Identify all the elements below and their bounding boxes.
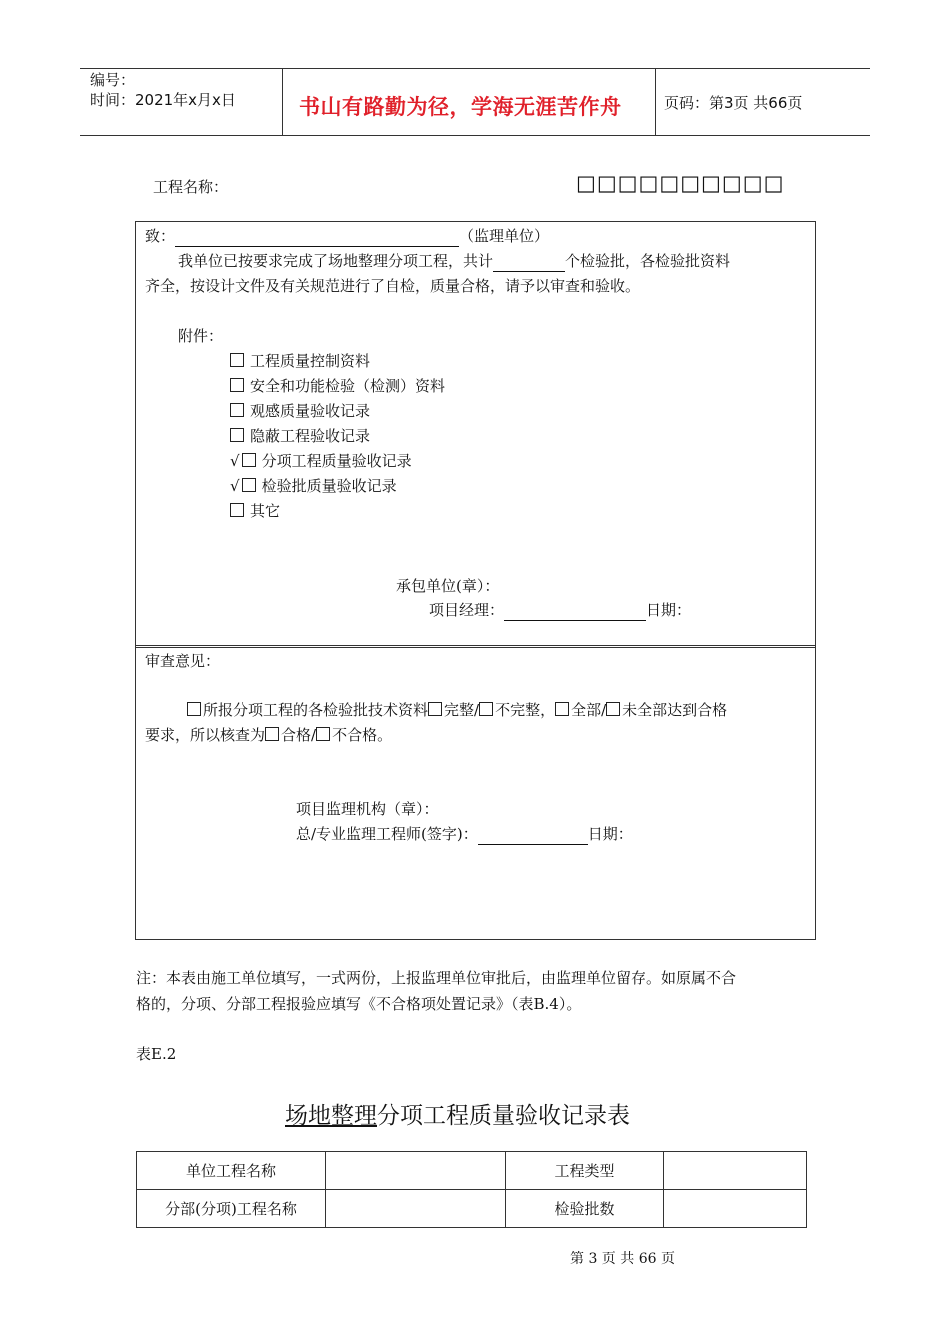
attachment-item[interactable]	[230, 400, 445, 425]
attachment-list	[230, 350, 445, 525]
record-title-project: 场地整理	[285, 1103, 377, 1129]
date-label: 时间：2021年x月x日	[90, 91, 236, 109]
table-reference: 表E.2	[136, 1045, 177, 1063]
checkbox[interactable]	[230, 503, 244, 517]
manager-line	[429, 599, 691, 621]
footer-page-number: 第 3 页 共 66 页	[570, 1251, 675, 1267]
note-line2: 格的，分项、分部工程报验应填写《不合格项处置记录》（表B.4）。	[136, 995, 582, 1013]
attachment-item[interactable]	[230, 500, 445, 525]
pass-checkbox[interactable]	[265, 727, 279, 741]
review-checkbox[interactable]	[187, 702, 201, 716]
complete-option: 完整/	[444, 701, 480, 719]
project-name-boxes: □□□□□□□□□□	[576, 171, 785, 195]
project-type-value[interactable]	[664, 1152, 807, 1190]
all-checkbox[interactable]	[555, 702, 569, 716]
review-line2	[145, 724, 392, 746]
attachment-item[interactable]	[230, 350, 445, 375]
attachment-label: 安全和功能检验（检测）资料	[250, 377, 446, 395]
note-line1: 注：本表由施工单位填写，一式两份，上报监理单位审批后，由监理单位留存。如原属不合	[136, 969, 737, 987]
application-to-line	[145, 225, 549, 247]
pass-option: 合格/	[281, 726, 317, 744]
engineer-signature-field[interactable]	[478, 828, 588, 845]
checkbox[interactable]	[230, 378, 244, 392]
engineer-label: 总/专业监理工程师(签字)：	[296, 825, 478, 843]
all-option: 全部/	[571, 701, 607, 719]
attachment-label: 其它	[250, 502, 281, 520]
subproject-name-label: 分部(分项)工程名称	[137, 1190, 326, 1228]
record-title	[285, 1097, 630, 1130]
batch-count-value[interactable]	[664, 1190, 807, 1228]
checkbox[interactable]	[242, 453, 256, 467]
attachment-label: 隐蔽工程验收记录	[250, 427, 371, 445]
attachment-item[interactable]	[230, 475, 445, 500]
application-body-line1	[178, 250, 730, 272]
subproject-name-value[interactable]	[326, 1190, 506, 1228]
incomplete-checkbox[interactable]	[479, 702, 493, 716]
review-line1	[187, 699, 727, 721]
review-box	[135, 645, 816, 940]
table-row	[137, 1152, 807, 1190]
checkbox[interactable]	[230, 353, 244, 367]
not-all-checkbox[interactable]	[606, 702, 620, 716]
project-type-label: 工程类型	[506, 1152, 664, 1190]
manager-date-label: 日期：	[646, 601, 692, 619]
attachment-item[interactable]	[230, 375, 445, 400]
review-text-2: 要求，所以核查为	[145, 726, 266, 744]
batch-count-label: 检验批数	[506, 1190, 664, 1228]
attachment-item[interactable]	[230, 450, 445, 475]
attachment-label: 观感质量验收记录	[250, 402, 371, 420]
unit-project-name-value[interactable]	[326, 1152, 506, 1190]
unit-project-name-label: 单位工程名称	[137, 1152, 326, 1190]
attachments-label: 附件：	[178, 327, 224, 345]
check-mark: √	[230, 452, 240, 470]
contractor-label: 承包单位(章）：	[396, 577, 500, 595]
body-text-a: 我单位已按要求完成了场地整理分项工程，共计	[178, 252, 494, 270]
serial-label: 编号：	[90, 71, 136, 89]
header-top-rule	[80, 68, 870, 69]
review-text: 所报分项工程的各检验批技术资料	[203, 701, 429, 719]
attachment-label: 检验批质量验收记录	[261, 477, 397, 495]
to-suffix: （监理单位）	[459, 227, 550, 245]
attachment-label: 分项工程质量验收记录	[261, 452, 412, 470]
header-divider-right	[655, 69, 656, 135]
page-info: 页码：第3页 共66页	[664, 94, 803, 112]
manager-label: 项目经理：	[429, 601, 505, 619]
attachment-item[interactable]	[230, 425, 445, 450]
manager-signature-field[interactable]	[504, 604, 646, 621]
body-text-b: 个检验批，各检验批资料	[565, 252, 731, 270]
complete-checkbox[interactable]	[428, 702, 442, 716]
motto: 书山有路勤为径，学海无涯苦作舟	[299, 95, 622, 119]
batch-count-field[interactable]	[493, 255, 565, 272]
header-divider-left	[282, 69, 283, 135]
record-title-rest: 分项工程质量验收记录表	[377, 1103, 630, 1129]
engineer-line	[296, 823, 633, 845]
engineer-date-label: 日期：	[587, 825, 633, 843]
table-row	[137, 1190, 807, 1228]
supervisor-unit-field[interactable]	[175, 230, 459, 247]
record-info-table	[136, 1151, 807, 1228]
project-name-label: 工程名称：	[153, 178, 229, 196]
header-bottom-rule	[80, 135, 870, 136]
incomplete-option: 不完整，	[495, 701, 556, 719]
checkbox[interactable]	[230, 428, 244, 442]
application-body-line2: 齐全，按设计文件及有关规范进行了自检，质量合格，请予以审查和验收。	[145, 277, 641, 295]
to-label: 致：	[145, 227, 176, 245]
checkbox[interactable]	[242, 478, 256, 492]
supervision-org-label: 项目监理机构（章）：	[296, 800, 439, 818]
not-all-option: 未全部达到合格	[622, 701, 728, 719]
attachment-label: 工程质量控制资料	[250, 352, 371, 370]
check-mark: √	[230, 477, 240, 495]
fail-option: 不合格。	[332, 726, 393, 744]
fail-checkbox[interactable]	[316, 727, 330, 741]
review-title: 审查意见：	[145, 652, 221, 670]
checkbox[interactable]	[230, 403, 244, 417]
